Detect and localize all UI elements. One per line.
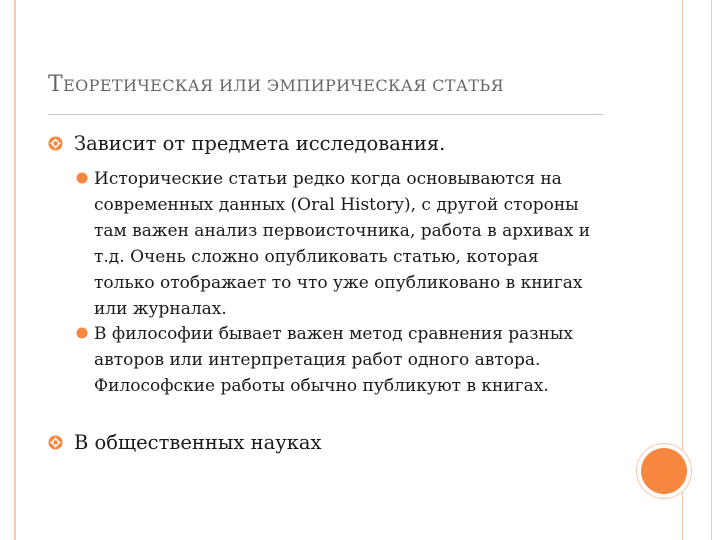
slide-title-first-letter: Т (48, 72, 64, 97)
slide-frame-right (682, 0, 712, 540)
sub-bullet-text: В философии бывает важен метод сравнения разных авторов или интерпретация работ одного автора. Философские работы обычно публикуют в книгах. (94, 324, 573, 396)
circle-bullet-icon (76, 327, 88, 339)
slide-title (48, 72, 504, 97)
bullet-text: В общественных науках (74, 431, 322, 454)
decorative-orange-circle (641, 448, 687, 494)
bullet-text: Зависит от предмета исследования. (74, 132, 446, 155)
title-divider (48, 114, 603, 115)
circle-bullet-icon (76, 172, 88, 184)
gear-bullet-icon (48, 435, 63, 450)
slide-title-rest: ЕОРЕТИЧЕСКАЯ ИЛИ ЭМПИРИЧЕСКАЯ СТАТЬЯ (63, 76, 504, 95)
gear-bullet-icon (48, 136, 63, 151)
slide-frame-left (14, 0, 16, 540)
sub-bullet-text: Исторические статьи редко когда основываются на современных данных (Oral History), с другой стороны там важен анализ первоисточника, работа в архивах и т.д. Очень сложно опубликовать статью, которая только отображает то что уже опубликовано в книгах или журналах. (94, 169, 591, 319)
